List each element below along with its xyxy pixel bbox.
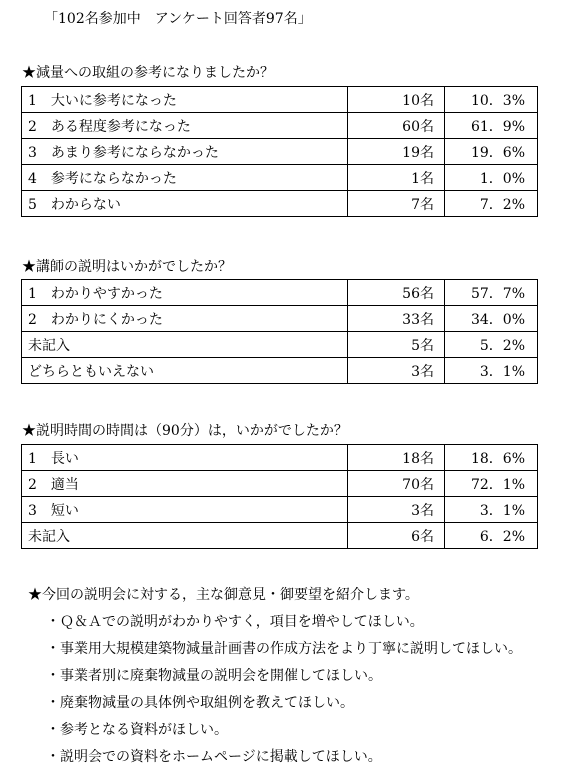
row-count: 5名	[348, 332, 445, 358]
list-item: ・ 廃棄物減量の具体例や取組例を教えてほしい。	[46, 690, 522, 717]
row-percent: 1．0%	[445, 165, 538, 191]
table-row	[22, 191, 538, 217]
row-count: 6名	[348, 523, 445, 549]
table-row	[22, 139, 538, 165]
row-percent: 3．1%	[445, 358, 538, 384]
row-count: 3名	[348, 358, 445, 384]
table-row	[22, 332, 538, 358]
row-percent: 72．1%	[445, 471, 538, 497]
table-row	[22, 445, 538, 471]
section-title-reference: ★減量への取組の参考になりましたか？	[22, 65, 274, 81]
row-count: 10名	[348, 87, 445, 113]
section-title-lecturer: ★講師の説明はいかがでしたか？	[22, 259, 232, 275]
row-label: 3 短い	[22, 497, 348, 523]
row-label: 1 長い	[22, 445, 348, 471]
list-item: ・ 事業用大規模建築物減量計画書の作成方法をより丁寧に説明してほしい。	[46, 636, 522, 663]
table-row	[22, 358, 538, 384]
list-item: ・ 事業者別に廃棄物減量の説明会を開催してほしい。	[46, 663, 522, 690]
table-row	[22, 280, 538, 306]
row-count: 70名	[348, 471, 445, 497]
table-row	[22, 87, 538, 113]
list-item: ・ Ｑ＆Ａでの説明がわかりやすく，項目を増やしてほしい。	[46, 609, 522, 636]
row-count: 3名	[348, 497, 445, 523]
row-percent: 5．2%	[445, 332, 538, 358]
row-count: 18名	[348, 445, 445, 471]
row-label: 5 わからない	[22, 191, 348, 217]
row-percent: 57．7%	[445, 280, 538, 306]
row-label: 1 わかりやすかった	[22, 280, 348, 306]
row-label: 2 わかりにくかった	[22, 306, 348, 332]
row-label: 2 適当	[22, 471, 348, 497]
row-label: 1 大いに参考になった	[22, 87, 348, 113]
row-count: 60名	[348, 113, 445, 139]
row-percent: 34．0%	[445, 306, 538, 332]
list-item: ・ 参考となる資料がほしい。	[46, 717, 522, 744]
row-label: 未記入	[22, 332, 348, 358]
row-count: 7名	[348, 191, 445, 217]
row-percent: 19．6%	[445, 139, 538, 165]
row-count: 56名	[348, 280, 445, 306]
table-duration	[21, 444, 538, 549]
section-title-duration: ★説明時間の時間は（90分）は，いかがでしたか？	[22, 423, 348, 439]
row-count: 1名	[348, 165, 445, 191]
row-count: 33名	[348, 306, 445, 332]
row-percent: 18．6%	[445, 445, 538, 471]
table-row	[22, 113, 538, 139]
row-label: 未記入	[22, 523, 348, 549]
row-label: どちらともいえない	[22, 358, 348, 384]
row-label: 3 あまり参考にならなかった	[22, 139, 348, 165]
comments-list	[28, 609, 522, 771]
table-row	[22, 471, 538, 497]
table-row	[22, 165, 538, 191]
comments-section	[28, 582, 522, 771]
table-row	[22, 523, 538, 549]
row-count: 19名	[348, 139, 445, 165]
row-percent: 61．9%	[445, 113, 538, 139]
document-header: 「102名参加中 アンケート回答者97名」	[44, 11, 312, 27]
list-item: ・ 説明会での資料をホームページに掲載してほしい。	[46, 744, 522, 771]
table-lecturer	[21, 279, 538, 384]
row-percent: 10．3%	[445, 87, 538, 113]
table-reference	[21, 86, 538, 217]
row-percent: 3．1%	[445, 497, 538, 523]
comments-intro: ★今回の説明会に対する，主な御意見・御要望を紹介します。	[28, 587, 419, 603]
table-row	[22, 497, 538, 523]
row-percent: 6．2%	[445, 523, 538, 549]
row-label: 2 ある程度参考になった	[22, 113, 348, 139]
row-percent: 7．2%	[445, 191, 538, 217]
row-label: 4 参考にならなかった	[22, 165, 348, 191]
table-row	[22, 306, 538, 332]
